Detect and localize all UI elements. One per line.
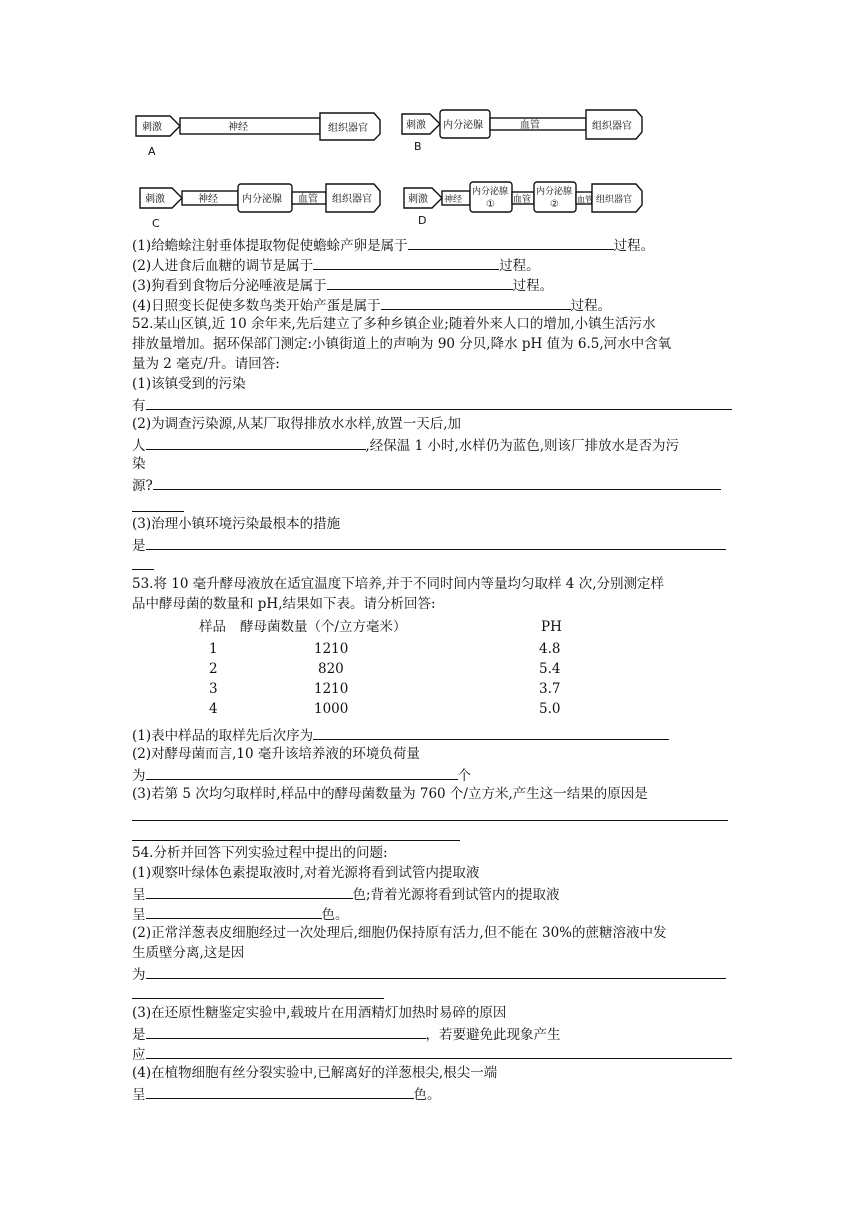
table-cell-sample: 2	[209, 661, 218, 677]
q52-part-1-lead: 有	[132, 398, 146, 414]
nerve-label-c: 神经	[198, 194, 218, 205]
endocrine-label-d1: 内分泌腺	[472, 187, 509, 197]
q51-blank-1[interactable]	[408, 235, 614, 250]
q51-item-2-text: (2)人进食后血糖的调节是属于	[132, 258, 314, 274]
q52-blank-3-continuation[interactable]	[132, 511, 184, 512]
table-cell-ph: 4.8	[539, 641, 561, 657]
q52-part-2-line-3: 染	[132, 456, 146, 472]
q52-intro-line-3: 量为 2 毫克/升。请回答:	[132, 356, 280, 372]
table-cell-count: 1210	[314, 681, 349, 697]
endocrine-label-c: 内分泌腺	[242, 194, 282, 205]
q52-part-2-lead: 人	[132, 438, 146, 454]
q52-part-2-prompt: (2)为调查污染源,从某厂取得排放水水样,放置一天后,加	[132, 416, 461, 432]
stimulus-label-a: 刺激	[142, 122, 162, 133]
q52-blank-4-continuation[interactable]	[132, 569, 154, 570]
organ-label-c: 组织器官	[332, 194, 372, 205]
q54-blank-5[interactable]	[146, 1044, 732, 1059]
q52-part-1-answer-line	[132, 395, 732, 415]
stimulus-label-b: 刺激	[406, 120, 426, 131]
q51-item-3-text: (3)狗看到食物后分泌唾液是属于	[132, 278, 327, 294]
q54-part-1-lead: 呈	[132, 887, 146, 903]
q54-part-4-suffix: 色。	[413, 1087, 441, 1103]
q52-intro-line-2: 排放量增加。据环保部门测定:小镇街道上的声响为 90 分贝,降水 pH 值为 6.5,河水中含氧	[132, 336, 672, 352]
q54-part-2-line-2: 生质壁分离,这是因	[132, 945, 245, 961]
q51-item-1	[132, 235, 654, 255]
nerve-label-d: 神经	[444, 195, 463, 205]
q54-part-3-prompt: (3)在还原性糖鉴定实验中,载玻片在用酒精灯加热时易碎的原因	[132, 1005, 507, 1021]
q51-item-4-text: (4)日照变长促使多数鸟类开始产蛋是属于	[132, 298, 381, 314]
q54-part-1-continuation: 色;背着光源将看到试管内的提取液	[352, 887, 560, 903]
vessel-label-c: 血管	[298, 194, 318, 205]
vessel-label-d1: 血管	[513, 195, 532, 205]
q52-part-2-line-4	[132, 475, 721, 495]
q53-part-2-unit: 个	[457, 768, 471, 784]
q54-part-3-lead: 是	[132, 1027, 146, 1043]
q52-part-2-question: 源?	[132, 478, 153, 494]
q52-blank-2[interactable]	[146, 435, 366, 450]
stimulus-label-d: 刺激	[408, 194, 428, 205]
q52-intro-line-1: 52.某山区镇,近 10 余年来,先后建立了多种乡镇企业;随着外来人口的增加,小镇生活污水	[132, 316, 656, 332]
endocrine-number-2: ②	[550, 199, 559, 210]
q51-item-4-suffix: 过程。	[570, 298, 612, 314]
q52-part-3-lead: 是	[132, 538, 146, 554]
q52-blank-3[interactable]	[153, 475, 721, 490]
stimulus-label-c: 刺激	[145, 194, 165, 205]
q52-blank-4[interactable]	[146, 535, 726, 550]
vessel-label-b: 血管	[520, 120, 540, 131]
q54-part-4-lead: 呈	[132, 1087, 146, 1103]
q54-part-1-line-2	[132, 884, 560, 904]
q53-intro-line-2: 品中酵母菌的数量和 pH,结果如下表。请分析回答:	[132, 596, 436, 612]
q51-item-1-suffix: 过程。	[613, 238, 655, 254]
q51-item-3-suffix: 过程。	[512, 278, 554, 294]
diagram-label-d: D	[418, 214, 427, 227]
organ-label-d: 组织器官	[596, 195, 633, 205]
q52-part-3-prompt: (3)治理小镇环境污染最根本的措施	[132, 516, 341, 532]
table-cell-count: 1210	[314, 641, 349, 657]
q52-part-1-prompt: (1)该镇受到的污染	[132, 376, 246, 392]
q53-blank-3-continuation[interactable]	[132, 840, 460, 841]
q51-item-3	[132, 275, 553, 295]
q54-part-2-lead: 为	[132, 967, 146, 983]
q54-part-1-line-3	[132, 904, 349, 924]
table-cell-sample: 3	[209, 681, 218, 697]
q53-part-2-answer-line	[132, 765, 471, 785]
organ-label-a: 组织器官	[328, 123, 368, 134]
endocrine-label-d2: 内分泌腺	[536, 187, 573, 197]
diagram-label-b: B	[414, 140, 422, 153]
q53-part-3-prompt: (3)若第 5 次均匀取样时,样品中的酵母菌数量为 760 个/立方米,产生这一结果的原因是	[132, 786, 648, 802]
table-cell-count: 1000	[314, 701, 349, 717]
q51-blank-3[interactable]	[327, 275, 513, 290]
yeast-data-table	[0, 617, 865, 721]
q54-part-2-prompt: (2)正常洋葱表皮细胞经过一次处理后,细胞仍保持原有活力,但不能在 30%的蔗糖溶液中发	[132, 925, 667, 941]
q54-blank-2[interactable]	[146, 904, 322, 919]
q53-part-2-lead: 为	[132, 768, 146, 784]
nerve-label-a: 神经	[228, 122, 248, 133]
q51-blank-4[interactable]	[381, 295, 571, 310]
endocrine-number-1: ①	[486, 199, 495, 210]
organ-label-b: 组织器官	[592, 121, 632, 132]
q53-blank-2[interactable]	[146, 765, 458, 780]
table-header-ph: PH	[541, 619, 562, 635]
q54-part-3-line-2	[132, 1024, 561, 1044]
table-cell-count: 820	[318, 661, 344, 677]
q54-blank-3-continuation[interactable]	[132, 998, 384, 999]
q52-part-2-continuation: ,经保温 1 小时,水样仍为蓝色,则该厂排放水是否为污	[365, 438, 680, 454]
q52-part-3-answer-line	[132, 535, 726, 555]
q53-part-1	[132, 725, 669, 745]
q54-part-3-answer-line	[132, 1044, 732, 1064]
q54-part-4-answer-line	[132, 1084, 441, 1104]
q53-blank-1[interactable]	[313, 725, 669, 740]
q54-part-1-prompt: (1)观察叶绿体色素提取液时,对着光源将看到试管内提取液	[132, 865, 480, 881]
q52-blank-1[interactable]	[146, 395, 732, 410]
table-header-count: 酵母菌数量（个/立方毫米）	[240, 619, 407, 635]
q54-part-4-prompt: (4)在植物细胞有丝分裂实验中,已解离好的洋葱根尖,根尖一端	[132, 1065, 498, 1081]
q54-blank-4[interactable]	[146, 1024, 426, 1039]
q53-blank-3[interactable]	[132, 820, 728, 821]
q51-item-1-text: (1)给蟾蜍注射垂体提取物促使蟾蜍产卵是属于	[132, 238, 408, 254]
q54-part-3-continuation: ，若要避免此现象产生	[425, 1027, 561, 1043]
table-cell-sample: 1	[209, 641, 218, 657]
table-cell-ph: 5.4	[539, 661, 561, 677]
endocrine-label-b: 内分泌腺	[443, 120, 483, 131]
regulation-diagrams	[0, 0, 865, 240]
q51-item-4	[132, 295, 611, 315]
diagram-label-a: A	[148, 145, 156, 158]
table-cell-sample: 4	[209, 701, 218, 717]
q54-part-3-lead-2: 应	[132, 1047, 146, 1063]
q54-part-1-suffix: 色。	[321, 907, 349, 923]
table-cell-ph: 3.7	[539, 681, 561, 697]
diagram-label-c: C	[152, 217, 160, 230]
q53-part-1-text: (1)表中样品的取样先后次序为	[132, 728, 314, 744]
table-header-sample: 样品	[199, 619, 226, 635]
q52-part-2-line-2	[132, 435, 679, 455]
q54-part-2-answer-line	[132, 964, 726, 984]
table-cell-ph: 5.0	[539, 701, 561, 717]
q51-item-2-suffix: 过程。	[499, 258, 540, 274]
vessel-label-d2: 血管	[577, 195, 593, 204]
q54-blank-6[interactable]	[146, 1084, 414, 1099]
q51-item-2	[132, 255, 540, 275]
q53-intro-line-1: 53.将 10 毫升酵母液放在适宜温度下培养,并于不同时间内等量均匀取样 4 次,分别测定样	[132, 576, 664, 592]
q54-part-1-lead-2: 呈	[132, 907, 146, 923]
q54-blank-1[interactable]	[146, 884, 353, 899]
nerve-band-a	[180, 118, 320, 134]
q51-blank-2[interactable]	[313, 255, 499, 270]
q54-intro: 54.分析并回答下列实验过程中提出的问题:	[132, 845, 388, 861]
q54-blank-3[interactable]	[146, 964, 726, 979]
q53-part-2-prompt: (2)对酵母菌而言,10 毫升该培养液的环境负荷量	[132, 746, 420, 762]
